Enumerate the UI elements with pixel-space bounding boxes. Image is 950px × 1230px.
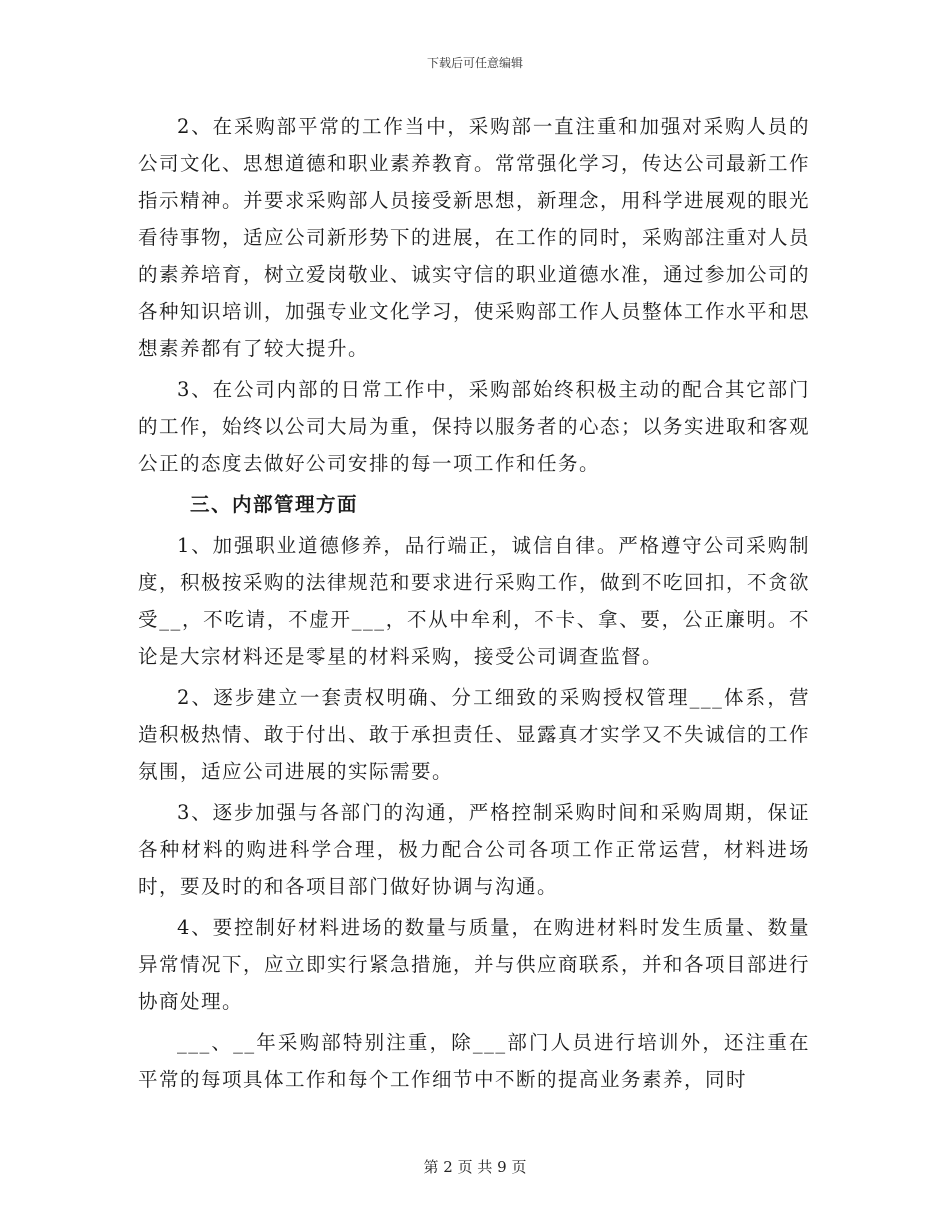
- page-header: 下载后可任意编辑: [426, 56, 523, 70]
- paragraph-2: 2、在采购部平常的工作当中，采购部一直注重和加强对采购人员的公司文化、思想道德和职业素养教育。常常强化学习，传达公司最新工作指示精神。并要求采购部人员接受新思想，新理念，用科学进展观的眼光看待事物，适应公司新形势下的进展，在工作的同时，采购部注重对人员的素养培育，树立爱岗敬业、诚实守信的职业道德水准，通过参加公司的各种知识培训，加强专业文化学习，使采购部工作人员整体工作水平和思想素养都有了较大提升。: [138, 115, 811, 360]
- section-paragraph-1: 1、加强职业道德修养，品行端正，诚信自律。严格遵守公司采购制度，积极按采购的法律规范和要求进行采购工作，做到不吃回扣，不贪欲受__，不吃请，不虚开___，不从中牟利，不卡、拿、要，公正廉明。不论是大宗材料还是零星的材料采购，接受公司调查监督。: [138, 534, 811, 668]
- section-paragraph-3: 3、逐步加强与各部门的沟通，严格控制采购时间和采购周期，保证各种材料的购进科学合理，极力配合公司各项工作正常运营，材料进场时，要及时的和各项目部门做好协调与沟通。: [138, 801, 810, 898]
- section-heading: 三、内部管理方面: [190, 493, 359, 516]
- document-body: [138, 108, 810, 1102]
- paragraph-3: 3、在公司内部的日常工作中，采购部始终积极主动的配合其它部门的工作，始终以公司大局为重，保持以服务者的心态；以务实进取和客观公正的态度去做好公司安排的每一项工作和任务。: [138, 378, 811, 475]
- section-paragraph-5: ___、__年采购部特别注重，除___部门人员进行培训外，还注重在平常的每项具体工作和每个工作细节中不断的提高业务素养，同时: [138, 1031, 810, 1091]
- page-footer: 第 2 页 共 9 页: [423, 1158, 527, 1176]
- section-paragraph-4: 4、要控制好材料进场的数量与质量，在购进材料时发生质量、数量异常情况下，应立即实行紧急措施，并与供应商联系，并和各项目部进行协商处理。: [138, 916, 811, 1013]
- section-paragraph-2: 2、逐步建立一套责权明确、分工细致的采购授权管理___体系，营造积极热情、敢于付出、敢于承担责任、显露真才实学又不失诚信的工作氛围，适应公司进展的实际需要。: [138, 686, 811, 783]
